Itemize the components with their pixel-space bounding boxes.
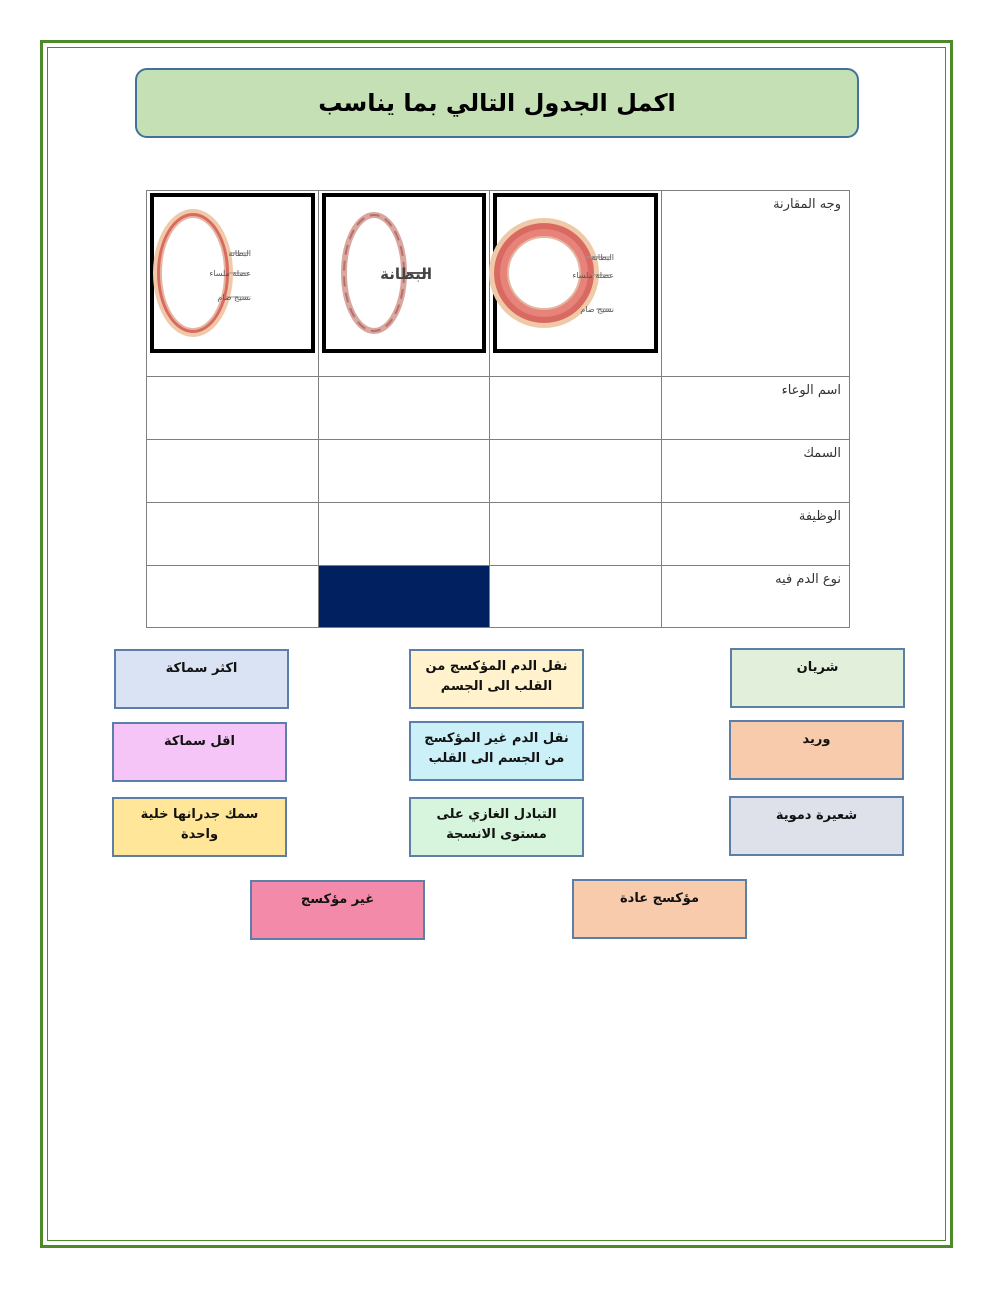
chip-artery[interactable]: شريان: [730, 648, 905, 708]
answer-cell[interactable]: [147, 377, 319, 440]
answer-cell[interactable]: [147, 503, 319, 566]
row-label-thickness: السمك: [662, 440, 850, 503]
chip-thicker[interactable]: اكثر سماكة: [114, 649, 289, 709]
table-row: [147, 191, 850, 377]
chip-single-cell[interactable]: سمك جدرانها خلية واحدة: [112, 797, 287, 857]
answer-cell[interactable]: [318, 377, 490, 440]
capillary-label-endothelium: البطانة: [380, 265, 433, 283]
chip-capillary[interactable]: شعيرة دموية: [729, 796, 904, 856]
row-label-comparison: وجه المقارنة: [662, 191, 850, 377]
answer-cell[interactable]: [318, 440, 490, 503]
row-label-blood-type: نوع الدم فيه: [662, 566, 850, 628]
vein-diagram: [150, 193, 315, 353]
artery-label-endothelium: البطانة: [591, 253, 615, 262]
answer-cell[interactable]: [490, 503, 662, 566]
chip-thinner[interactable]: اقل سماكة: [112, 722, 287, 782]
artery-diagram: [493, 193, 658, 353]
chip-function-capillary[interactable]: التبادل الغازي على مستوى الانسجة: [409, 797, 584, 857]
artery-label-connective: نسيج ضام: [580, 305, 615, 314]
table-row: [147, 566, 850, 628]
table-row: [147, 440, 850, 503]
row-label-function: الوظيفة: [662, 503, 850, 566]
image-cell-capillary: [318, 191, 490, 377]
artery-label-smooth-muscle: عضلة ملساء: [572, 271, 615, 280]
image-cell-artery: [490, 191, 662, 377]
answer-cell[interactable]: [147, 440, 319, 503]
answer-cell[interactable]: [490, 377, 662, 440]
chip-vein[interactable]: وريد: [729, 720, 904, 780]
chip-function-vein[interactable]: نقل الدم غير المؤكسج من الجسم الى القلب: [409, 721, 584, 781]
table-row: [147, 503, 850, 566]
worksheet-title: اكمل الجدول التالي بما يناسب: [135, 68, 859, 138]
comparison-table: [146, 190, 850, 628]
row-label-vessel-name: اسم الوعاء: [662, 377, 850, 440]
vein-label-connective: نسيج ضام: [217, 293, 251, 302]
blocked-cell: [318, 566, 490, 628]
answer-cell[interactable]: [490, 440, 662, 503]
vein-label-smooth-muscle: عضلة ملساء: [209, 269, 251, 278]
table-row: [147, 377, 850, 440]
image-cell-vein: [147, 191, 319, 377]
answer-cell[interactable]: [490, 566, 662, 628]
answer-cell[interactable]: [318, 503, 490, 566]
vein-label-endothelium: البطانة: [228, 249, 251, 258]
capillary-diagram: [322, 193, 487, 353]
chip-deoxygenated[interactable]: غير مؤكسج: [250, 880, 425, 940]
chip-oxygenated[interactable]: مؤكسج عادة: [572, 879, 747, 939]
chip-function-artery[interactable]: نقل الدم المؤكسج من القلب الى الجسم: [409, 649, 584, 709]
answer-cell[interactable]: [147, 566, 319, 628]
